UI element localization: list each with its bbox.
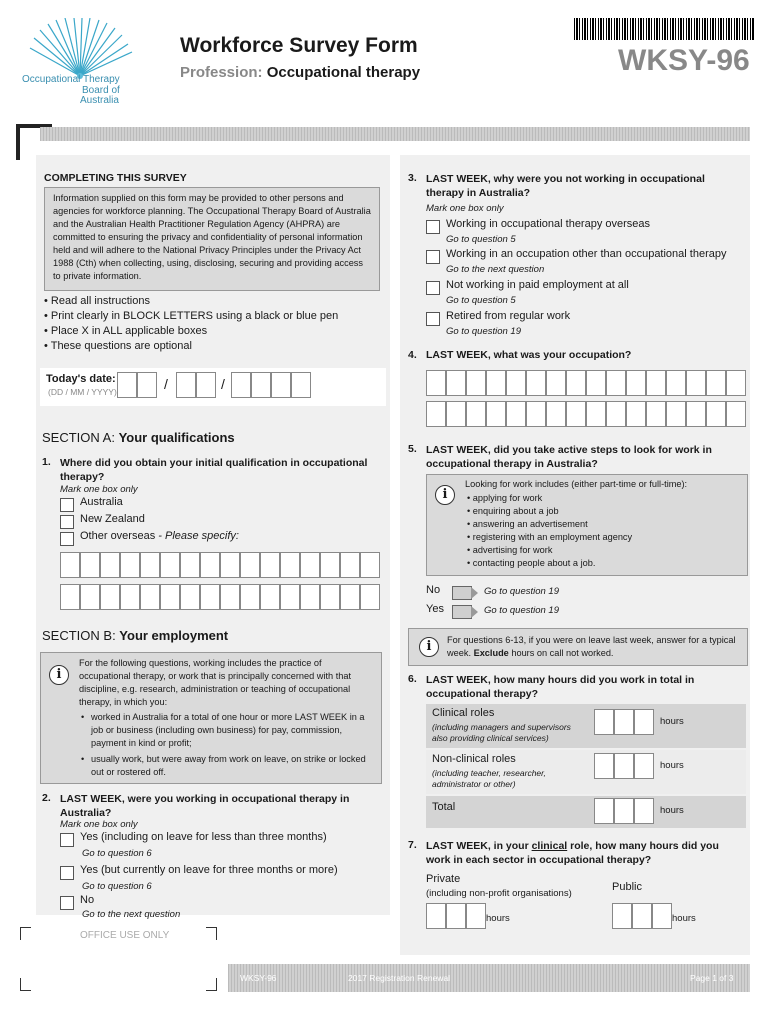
- completing-heading: COMPLETING THIS SURVEY: [44, 172, 187, 184]
- date-slash-1: /: [164, 376, 168, 392]
- q1-mark-one: Mark one box only: [60, 484, 138, 495]
- q4-occupation-cells-1[interactable]: [426, 370, 746, 396]
- q3-overseas-checkbox[interactable]: [426, 220, 440, 234]
- profession-value: Occupational therapy: [266, 64, 421, 81]
- work-search-intro: Looking for work includes (either part-time or full-time):: [465, 479, 688, 489]
- q5-no-goto: Go to question 19: [484, 586, 559, 597]
- q6-clinical-label: Clinical roles: [432, 707, 495, 719]
- q5-no-label: No: [426, 584, 441, 596]
- q1-overseas-label: Other overseas - Please specify:: [80, 530, 239, 542]
- q3-other-occupation-checkbox[interactable]: [426, 250, 440, 264]
- work-search-item: • enquiring about a job: [467, 506, 559, 516]
- q1-text: Where did you obtain your initial qualification in occupational therapy?: [60, 457, 368, 483]
- footer-form-code: WKSY-96: [240, 973, 277, 983]
- q7-public-unit: hours: [672, 913, 696, 924]
- employment-info-box: [40, 652, 382, 784]
- q6-nonclinical-unit: hours: [660, 760, 684, 771]
- date-year-cells[interactable]: [231, 372, 311, 398]
- hours-note-box: [408, 628, 748, 666]
- info-icon: i: [49, 665, 69, 685]
- q2-number: 2.: [42, 792, 51, 804]
- barcode: [574, 18, 754, 40]
- q2-mark-one: Mark one box only: [60, 819, 138, 830]
- q2-opt2-goto: Go to question 6: [82, 881, 152, 892]
- form-code: WKSY-96: [618, 44, 750, 77]
- q3-opt3-goto: Go to question 5: [446, 295, 516, 306]
- q3-number: 3.: [408, 172, 417, 184]
- section-b-heading: SECTION B: Your employment: [42, 628, 229, 643]
- q3-retired-checkbox[interactable]: [426, 312, 440, 326]
- profession-line: [180, 64, 420, 81]
- q6-total-label: Total: [432, 801, 456, 813]
- footer-bar: [228, 964, 750, 992]
- q1-nz-label: New Zealand: [80, 513, 145, 525]
- employment-info-intro: For the following questions, working includes the practice of occupational therapy, or work that is principally concerned with that discipline, e.g. research, administration or teaching of occupational therapy, in which you:: [79, 658, 352, 707]
- work-search-item: • registering with an employment agency: [467, 532, 633, 542]
- q4-occupation-cells-2[interactable]: [426, 401, 746, 427]
- q7-private-sub: (including non-profit organisations): [426, 888, 572, 899]
- q7-public-label: Public: [612, 881, 642, 893]
- q2-opt1-label: Yes (including on leave for less than three months): [80, 831, 327, 843]
- info-icon: i: [419, 637, 439, 657]
- instruction-item: • Place X in ALL applicable boxes: [44, 325, 208, 337]
- q7-private-unit: hours: [486, 913, 510, 924]
- q5-yes-checkbox[interactable]: [452, 605, 472, 619]
- date-slash-2: /: [221, 376, 225, 392]
- q3-opt1-label: Working in occupational therapy overseas: [446, 218, 651, 230]
- q1-nz-checkbox[interactable]: [60, 515, 74, 529]
- work-search-item: • advertising for work: [467, 545, 553, 555]
- q5-number: 5.: [408, 443, 417, 455]
- q3-not-working-checkbox[interactable]: [426, 281, 440, 295]
- privacy-info-box: [44, 187, 380, 291]
- q6-clinical-cells[interactable]: [594, 709, 654, 735]
- info-icon: i: [435, 485, 455, 505]
- q7-number: 7.: [408, 839, 417, 851]
- q1-overseas-checkbox[interactable]: [60, 532, 74, 546]
- q7-public-cells[interactable]: [612, 903, 672, 929]
- q4-text: LAST WEEK, what was your occupation?: [426, 349, 632, 361]
- q6-nonclinical-label: Non-clinical roles: [432, 753, 516, 765]
- instruction-item: • Read all instructions: [44, 295, 150, 307]
- footer-title: 2017 Registration Renewal: [348, 973, 451, 983]
- header-bar: [40, 127, 750, 141]
- logo-line1: Occupational Therapy: [22, 74, 120, 85]
- office-corner-bl: [20, 978, 31, 991]
- q1-australia-label: Australia: [80, 496, 123, 508]
- office-corner-tr: [206, 927, 217, 940]
- q3-opt1-goto: Go to question 5: [446, 234, 516, 245]
- q2-opt2-label: Yes (but currently on leave for three months or more): [80, 864, 338, 876]
- privacy-info-text: Information supplied on this form may be provided to other persons and agencies for workforce planning. The Occupational Therapy Board of Australia and the Australian Health Practitioner Regulation Agency (AHPRA) are committed to ensuring the privacy and confidentiality of personal information held and will adhere to the National Privacy Principles under the Privacy Act 1988 (Cth) when collecting, using, disclosing, securing and providing access to private information.: [53, 193, 371, 281]
- q6-total-row: [426, 796, 746, 828]
- section-a-heading: SECTION A: Your qualifications: [42, 430, 235, 445]
- q3-opt2-goto: Go to the next question: [446, 264, 545, 275]
- q6-total-cells[interactable]: [594, 798, 654, 824]
- q1-number: 1.: [42, 456, 51, 468]
- profession-label: Profession:: [180, 64, 263, 81]
- q6-total-unit: hours: [660, 805, 684, 816]
- q6-number: 6.: [408, 673, 417, 685]
- q2-opt1-goto: Go to question 6: [82, 848, 152, 859]
- q7-private-label: Private: [426, 873, 461, 885]
- q3-mark-one: Mark one box only: [426, 203, 504, 214]
- work-search-item: • applying for work: [467, 493, 543, 503]
- q1-specify-cells-2[interactable]: [60, 584, 380, 610]
- q2-yes-leave-less-checkbox[interactable]: [60, 833, 74, 847]
- q6-nonclinical-sub: (including teacher, researcher, administrator or other): [432, 768, 546, 789]
- q2-opt3-label: No: [80, 894, 95, 906]
- q7-text: LAST WEEK, in your clinical role, how many hours did you work in each sector in occupational therapy?: [426, 840, 719, 866]
- instructions-list: [44, 294, 338, 354]
- work-search-info-box: [426, 474, 748, 576]
- q3-opt3-label: Not working in paid employment at all: [446, 279, 629, 291]
- hours-note-text: For questions 6-13, if you were on leave last week, answer for a typical week. Exclude hours on call not worked.: [447, 635, 736, 658]
- q3-opt2-label: Working in an occupation other than occupational therapy: [446, 248, 727, 260]
- q3-opt4-goto: Go to question 19: [446, 326, 521, 337]
- q7-private-cells[interactable]: [426, 903, 486, 929]
- q2-opt3-goto: Go to the next question: [82, 909, 181, 920]
- logo-fan-icon: [20, 18, 140, 80]
- office-corner-br: [206, 978, 217, 991]
- q6-nonclinical-cells[interactable]: [594, 753, 654, 779]
- logo-line3: Australia: [80, 95, 119, 106]
- q6-clinical-unit: hours: [660, 716, 684, 727]
- instruction-item: • These questions are optional: [44, 340, 192, 352]
- q1-australia-checkbox[interactable]: [60, 498, 74, 512]
- date-label: Today's date:: [46, 373, 116, 385]
- q2-yes-leave-more-checkbox[interactable]: [60, 866, 74, 880]
- q6-clinical-sub: (including managers and supervisors also providing clinical services): [432, 722, 571, 743]
- date-format: (DD / MM / YYYY): [48, 387, 117, 397]
- q6-text: LAST WEEK, how many hours did you work in total in occupational therapy?: [426, 674, 695, 700]
- date-month-cells[interactable]: [176, 372, 216, 398]
- date-day-cells[interactable]: [117, 372, 157, 398]
- q5-yes-goto: Go to question 19: [484, 605, 559, 616]
- office-use-label: OFFICE USE ONLY: [80, 930, 170, 941]
- q1-specify-cells-1[interactable]: [60, 552, 380, 578]
- office-corner-tl: [20, 927, 31, 940]
- logo: [20, 18, 140, 110]
- instruction-item: • Print clearly in BLOCK LETTERS using a black or blue pen: [44, 310, 339, 322]
- form-title: Workforce Survey Form: [180, 34, 418, 57]
- q5-yes-label: Yes: [426, 603, 444, 615]
- q3-text: LAST WEEK, why were you not working in occupational therapy in Australia?: [426, 173, 705, 199]
- q4-number: 4.: [408, 349, 417, 361]
- work-search-list: [467, 492, 632, 570]
- q3-opt4-label: Retired from regular work: [446, 310, 571, 322]
- q5-text: LAST WEEK, did you take active steps to look for work in occupational therapy in Australia?: [426, 444, 712, 470]
- employment-info-bullet: • usually work, but were away from work on leave, on strike or locked out or rostered off.: [81, 754, 366, 777]
- q2-no-checkbox[interactable]: [60, 896, 74, 910]
- employment-info-bullet: • worked in Australia for a total of one hour or more LAST WEEK in a job or business (including own business) for pay, commission, payment in kind or profit;: [81, 712, 365, 748]
- work-search-item: • contacting people about a job.: [467, 558, 596, 568]
- q2-text: LAST WEEK, were you working in occupational therapy in Australia?: [60, 793, 350, 819]
- q5-no-checkbox[interactable]: [452, 586, 472, 600]
- logo-line2: Board of: [82, 85, 120, 96]
- footer-page-number: Page 1 of 3: [690, 973, 734, 983]
- work-search-item: • answering an advertisement: [467, 519, 588, 529]
